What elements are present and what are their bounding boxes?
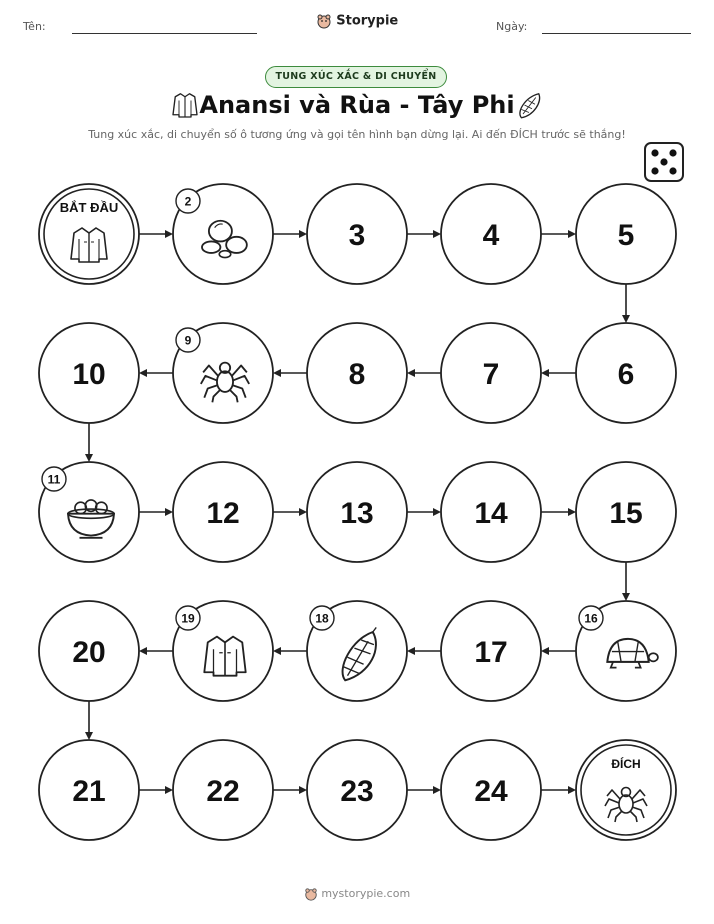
storypie-logo-icon	[304, 887, 318, 901]
board-cell-12[interactable]	[173, 462, 273, 562]
cell-number: 17	[474, 636, 508, 669]
path-arrow	[541, 369, 576, 377]
board-cell-16[interactable]	[576, 601, 676, 701]
finish-label: ĐÍCH	[611, 757, 641, 771]
cell-number: 24	[474, 775, 508, 808]
cell-number: 23	[340, 775, 374, 808]
board-cell-22[interactable]	[173, 740, 273, 840]
path-arrow	[139, 508, 173, 516]
cell-number: 12	[206, 497, 240, 530]
cell-number: 2	[184, 194, 192, 209]
board-cell-9[interactable]	[173, 323, 273, 423]
cell-number: 4	[482, 219, 500, 252]
instructions: Tung xúc xắc, di chuyển số ô tương ứng và gọi tên hình bạn dừng lại. Ai đến ĐÍCH trước sẽ thắng!	[88, 128, 626, 141]
path-arrow	[273, 369, 307, 377]
path-arrow	[139, 230, 173, 238]
path-arrow	[139, 786, 173, 794]
board-cell-14[interactable]	[441, 462, 541, 562]
cell-number: 11	[47, 472, 61, 487]
path-arrow	[541, 508, 576, 516]
board-cell-5[interactable]	[576, 184, 676, 284]
cell-number: 3	[348, 219, 366, 252]
cell-number: 19	[181, 611, 195, 626]
path-arrow	[273, 786, 307, 794]
date-label: Ngày:	[496, 20, 528, 33]
board-cell-1[interactable]	[39, 184, 139, 284]
page-title: Anansi và Rùa - Tây Phi	[199, 91, 515, 119]
path-arrow	[407, 647, 441, 655]
path-arrow	[407, 508, 441, 516]
board-cell-18[interactable]	[307, 601, 407, 701]
cell-number: 16	[584, 611, 598, 626]
cell-number: 14	[474, 497, 508, 530]
cell-number: 8	[348, 358, 366, 391]
board-cell-17[interactable]	[441, 601, 541, 701]
board-cell-19[interactable]	[173, 601, 273, 701]
cell-number: 5	[617, 219, 635, 252]
path-arrow	[273, 647, 307, 655]
board-cell-8[interactable]	[307, 323, 407, 423]
board-cell-10[interactable]	[39, 323, 139, 423]
board-cell-7[interactable]	[441, 323, 541, 423]
board-cell-15[interactable]	[576, 462, 676, 562]
cell-number: 20	[72, 636, 106, 669]
brand-name: Storypie	[336, 13, 399, 29]
footer	[0, 887, 714, 901]
board-cell-3[interactable]	[307, 184, 407, 284]
path-arrow	[622, 284, 630, 323]
cell-number: 7	[482, 358, 500, 391]
cell-number: 21	[72, 775, 106, 808]
start-label: BẮT ĐẦU	[59, 200, 119, 215]
path-arrow	[541, 647, 576, 655]
path-arrow	[541, 230, 576, 238]
path-arrow	[273, 230, 307, 238]
board-cell-4[interactable]	[441, 184, 541, 284]
board-cell-11[interactable]	[39, 462, 139, 562]
cell-number: 9	[184, 333, 192, 348]
cell-number: 13	[340, 497, 374, 530]
name-label: Tên:	[23, 20, 46, 33]
cell-number: 22	[206, 775, 240, 808]
cell-number: 15	[609, 497, 643, 530]
board-cell-6[interactable]	[576, 323, 676, 423]
path-arrow	[407, 230, 441, 238]
path-arrow	[139, 647, 173, 655]
path-arrow	[85, 701, 93, 740]
cell-number: 10	[72, 358, 106, 391]
game-type-badge: TUNG XÚC XẮC & DI CHUYỂN	[265, 66, 447, 88]
board-cell-21[interactable]	[39, 740, 139, 840]
path-arrow	[541, 786, 576, 794]
board-cell-25[interactable]	[576, 740, 676, 840]
path-arrow	[139, 369, 173, 377]
path-arrow	[273, 508, 307, 516]
board-cell-23[interactable]	[307, 740, 407, 840]
cell-number: 6	[617, 358, 635, 391]
path-arrow	[622, 562, 630, 601]
path-arrow	[407, 369, 441, 377]
path-arrow	[85, 423, 93, 462]
board-cell-13[interactable]	[307, 462, 407, 562]
board-cell-2[interactable]	[173, 184, 273, 284]
board-cell-24[interactable]	[441, 740, 541, 840]
path-arrow	[407, 786, 441, 794]
board-cell-20[interactable]	[39, 601, 139, 701]
cell-number: 18	[315, 611, 329, 626]
footer-url: mystorypie.com	[321, 887, 411, 900]
